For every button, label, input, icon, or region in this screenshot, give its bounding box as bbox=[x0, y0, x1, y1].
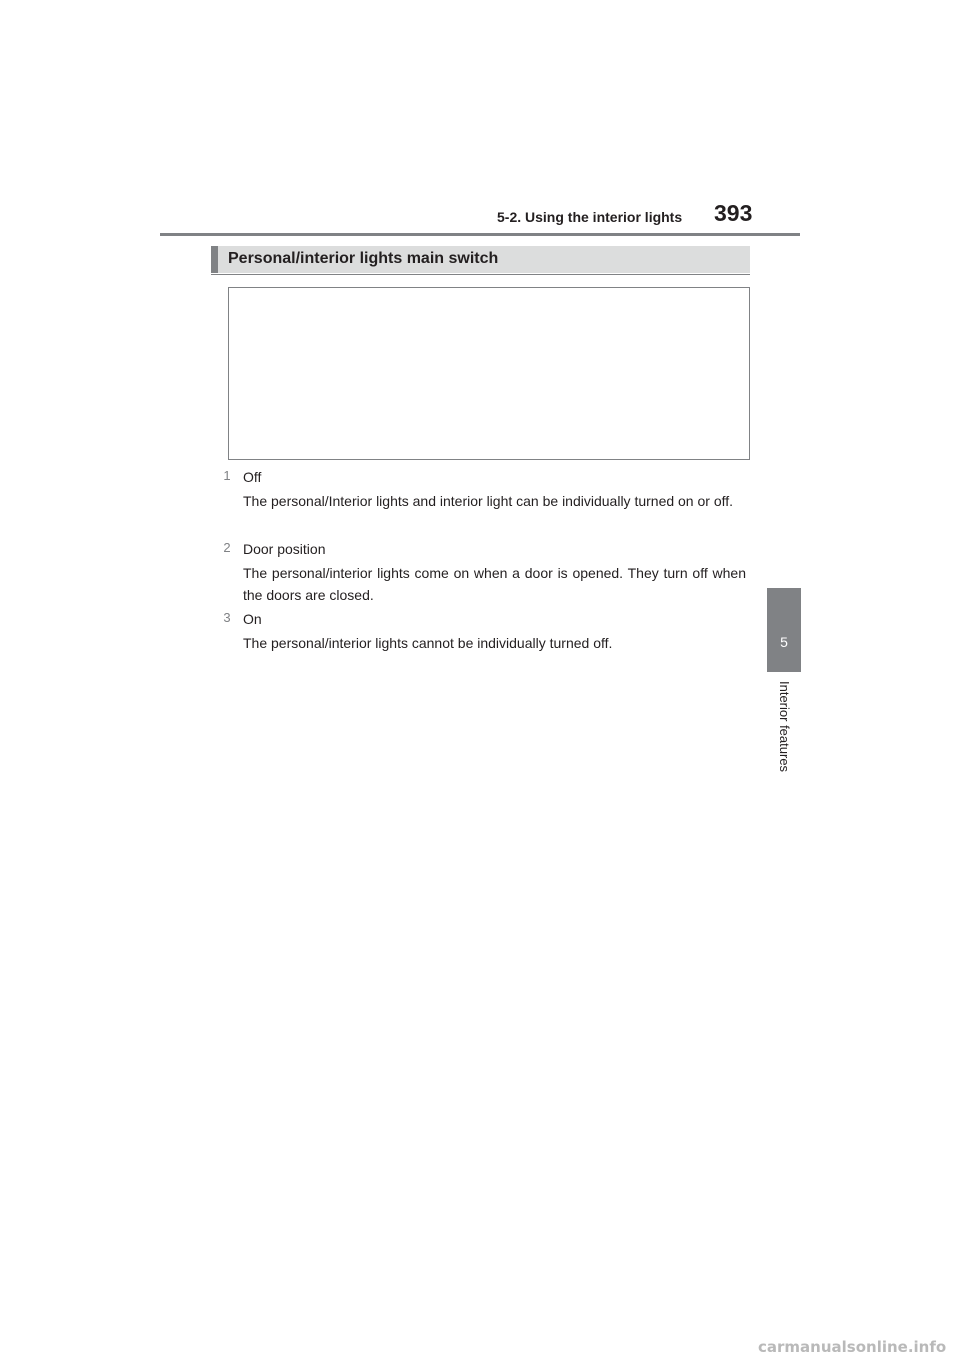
header-divider bbox=[160, 233, 800, 236]
item-description: The personal/interior lights come on when a door is opened. They turn off when the doors are closed. bbox=[243, 565, 746, 603]
chapter-number: 5 bbox=[780, 634, 788, 650]
item-label: Door position bbox=[243, 541, 326, 557]
item-number-badge: 1 bbox=[223, 468, 231, 483]
item-description: The personal/Interior lights and interior light can be individually turned on or off. bbox=[243, 493, 734, 509]
section-heading-bar bbox=[211, 246, 750, 273]
running-header-title: 5-2. Using the interior lights bbox=[497, 209, 683, 225]
chapter-title: Interior features bbox=[777, 681, 792, 773]
heading-underline bbox=[211, 274, 750, 275]
item-number-badge: 3 bbox=[223, 610, 231, 625]
item-description: The personal/interior lights cannot be individually turned off. bbox=[243, 635, 613, 651]
watermark: carmanualsonline.info bbox=[758, 1338, 947, 1356]
item-label: Off bbox=[243, 469, 262, 485]
item-number-badge: 2 bbox=[223, 540, 231, 555]
page-number: 393 bbox=[714, 200, 753, 226]
switch-illustration-frame bbox=[228, 287, 750, 460]
item-label: On bbox=[243, 611, 262, 627]
section-heading: Personal/interior lights main switch bbox=[228, 250, 499, 267]
chapter-tab bbox=[767, 588, 801, 672]
